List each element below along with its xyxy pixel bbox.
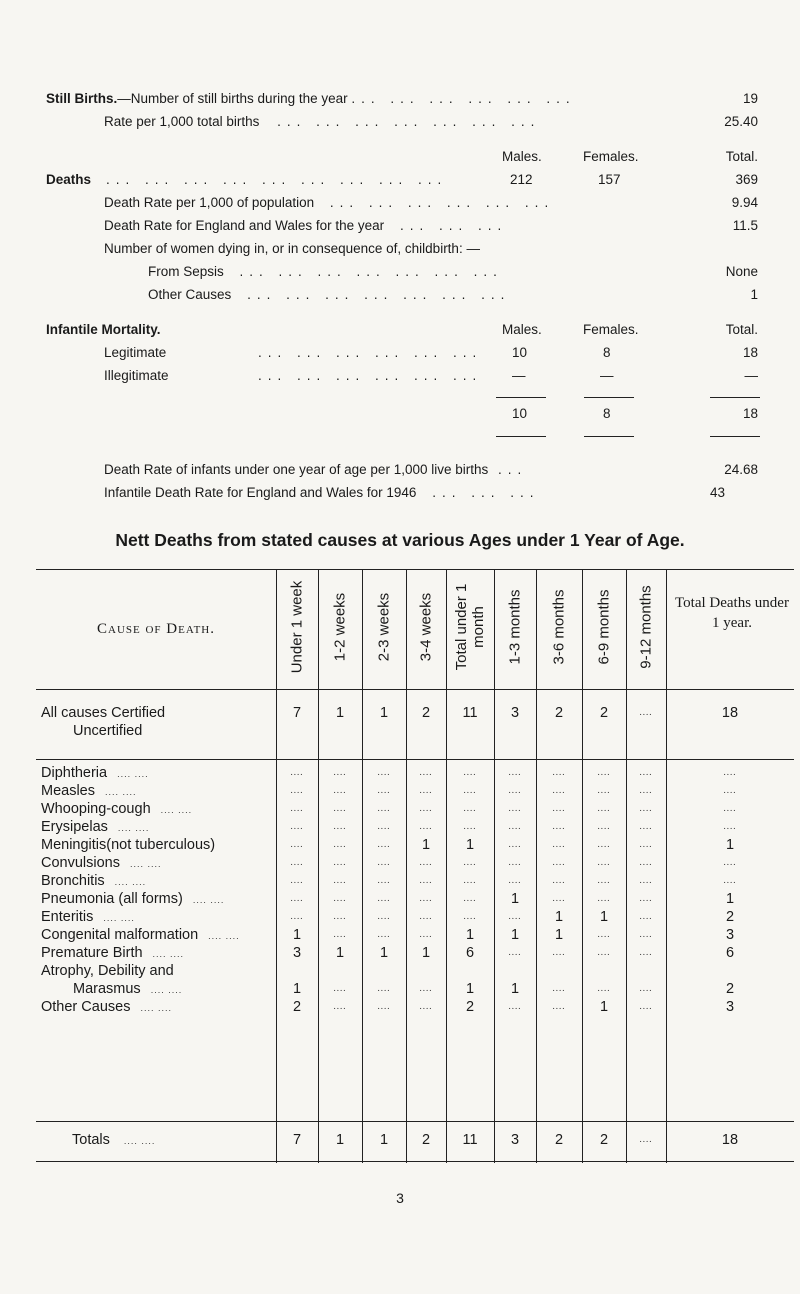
table-bottom-rule bbox=[36, 1161, 794, 1162]
certified-cell: .... bbox=[639, 707, 653, 717]
cause-cell: .... bbox=[508, 875, 522, 885]
column-header-label: 9-12 months bbox=[637, 585, 655, 669]
cause-label bbox=[41, 801, 192, 817]
cause-cell: .... bbox=[723, 875, 737, 885]
cause-cell: .... bbox=[463, 821, 477, 831]
cause-label bbox=[41, 891, 224, 907]
cause-cell: .... bbox=[290, 911, 304, 921]
cause-cell: .... bbox=[333, 803, 347, 813]
cause-cell: .... bbox=[377, 929, 391, 939]
uncertified-label: Uncertified bbox=[73, 723, 143, 739]
totals-label bbox=[72, 1132, 155, 1148]
cause-cell: .... bbox=[552, 857, 566, 867]
cause-cell: .... bbox=[290, 821, 304, 831]
cause-cell: .... bbox=[639, 983, 653, 993]
leader-dots: ... ... ... ... ... ... bbox=[258, 345, 483, 360]
deaths-col-total: Total. bbox=[725, 149, 758, 164]
certified-cell: 18 bbox=[721, 705, 739, 721]
cause-cell: .... bbox=[639, 929, 653, 939]
cause-cell: .... bbox=[463, 875, 477, 885]
cause-label bbox=[41, 855, 162, 871]
column-header-label: 3-4 weeks bbox=[417, 592, 435, 662]
cause-cell: 1 bbox=[465, 927, 475, 943]
column-header bbox=[536, 577, 582, 677]
cause-cell: .... bbox=[290, 875, 304, 885]
cause-cell: .... bbox=[508, 821, 522, 831]
cause-cell: 1 bbox=[554, 909, 564, 925]
cause-label-text: Pneumonia (all forms) bbox=[41, 891, 183, 907]
infantile-label: Infantile Mortality. bbox=[46, 322, 161, 337]
cause-cell: .... bbox=[723, 767, 737, 777]
cause-cell: .... bbox=[639, 857, 653, 867]
infantile-col-males: Males. bbox=[502, 322, 542, 337]
cause-cell: .... bbox=[377, 767, 391, 777]
still-births-label: Still Births. bbox=[46, 91, 118, 106]
cause-cell: .... bbox=[290, 785, 304, 795]
cause-cell: .... bbox=[333, 767, 347, 777]
infantile-sum-males: 10 bbox=[512, 406, 528, 421]
leader-dots: .... .... bbox=[208, 931, 240, 941]
cause-cell: .... bbox=[639, 947, 653, 957]
cause-cell: .... bbox=[639, 839, 653, 849]
cause-cell: .... bbox=[290, 857, 304, 867]
totals-cell: 2 bbox=[421, 1132, 431, 1148]
cause-cell: .... bbox=[552, 875, 566, 885]
other-causes-value: 1 bbox=[750, 287, 758, 302]
column-header-label: 6-9 months bbox=[595, 589, 613, 665]
certified-label-text: All causes Certified bbox=[41, 705, 166, 721]
other-causes-label: Other Causes bbox=[148, 287, 232, 302]
cause-label-text: Bronchitis bbox=[41, 873, 105, 889]
cause-cell: .... bbox=[419, 911, 433, 921]
cause-cell: .... bbox=[552, 983, 566, 993]
cause-cell: .... bbox=[508, 1001, 522, 1011]
cause-cell: 1 bbox=[465, 981, 475, 997]
cause-cell: .... bbox=[290, 839, 304, 849]
legitimate-males: 10 bbox=[512, 345, 528, 360]
cause-cell: 1 bbox=[292, 927, 302, 943]
cause-cell: .... bbox=[377, 839, 391, 849]
still-births-text: —Number of still births during the year bbox=[117, 91, 348, 106]
cause-cell: .... bbox=[552, 803, 566, 813]
sepsis-value: None bbox=[725, 264, 758, 279]
legitimate-total: 18 bbox=[742, 345, 758, 360]
cause-cell: .... bbox=[377, 821, 391, 831]
infantile-col-total: Total. bbox=[725, 322, 758, 337]
cause-cell: .... bbox=[290, 893, 304, 903]
cause-cell: .... bbox=[333, 785, 347, 795]
column-header-label: Under 1 week bbox=[288, 580, 306, 674]
ew-infant-rate: 43 bbox=[710, 485, 726, 500]
infant-death-rate: 24.68 bbox=[724, 462, 758, 477]
leader-dots: .... .... bbox=[114, 877, 147, 887]
cause-cell: .... bbox=[419, 875, 433, 885]
sum-rule bbox=[584, 436, 634, 437]
cause-label-text: Premature Birth bbox=[41, 945, 143, 961]
cause-label bbox=[41, 999, 172, 1015]
cause-cell: .... bbox=[508, 767, 522, 777]
illegitimate-total: — bbox=[744, 368, 758, 383]
column-header bbox=[362, 577, 406, 677]
cause-cell: .... bbox=[552, 821, 566, 831]
cause-cell: 1 bbox=[465, 837, 475, 853]
still-births-rate-label: Rate per 1,000 total births bbox=[104, 114, 260, 129]
cause-cell: .... bbox=[597, 929, 611, 939]
cause-cell: .... bbox=[419, 821, 433, 831]
leader-dots: .... .... bbox=[160, 805, 193, 815]
certified-cell: 2 bbox=[599, 705, 609, 721]
certified-cell: 1 bbox=[379, 705, 389, 721]
cause-label bbox=[41, 783, 137, 799]
cause-cell: .... bbox=[508, 839, 522, 849]
ew-infant-rate-label: Infantile Death Rate for England and Wales for 1946 bbox=[104, 485, 417, 500]
certified-cell: 3 bbox=[510, 705, 520, 721]
still-births-rate: 25.40 bbox=[724, 114, 758, 129]
mortality-table bbox=[36, 569, 794, 1163]
cause-cell: 1 bbox=[725, 891, 735, 907]
deaths-col-males: Males. bbox=[502, 149, 542, 164]
ew-death-rate: 11.5 bbox=[732, 218, 758, 233]
cause-label bbox=[73, 981, 182, 997]
cause-cell: .... bbox=[333, 929, 347, 939]
deaths-col-females: Females. bbox=[583, 149, 639, 164]
cause-cell: .... bbox=[552, 839, 566, 849]
cause-cell: .... bbox=[377, 893, 391, 903]
column-header-label: 1-3 months bbox=[506, 589, 524, 665]
infantile-sum-total: 18 bbox=[742, 406, 758, 421]
cause-cell: .... bbox=[552, 1001, 566, 1011]
column-header bbox=[494, 577, 536, 677]
cause-cell: .... bbox=[419, 893, 433, 903]
cause-cell: 1 bbox=[599, 999, 609, 1015]
leader-dots: .... .... bbox=[103, 913, 135, 923]
infantile-col-females: Females. bbox=[583, 322, 639, 337]
column-header bbox=[446, 577, 494, 677]
cause-cell: .... bbox=[463, 803, 477, 813]
totals-cell: 7 bbox=[292, 1132, 302, 1148]
column-header-label: 3-6 months bbox=[550, 589, 568, 665]
column-header-label: Total under 1 month bbox=[453, 583, 487, 671]
cause-cell: .... bbox=[333, 911, 347, 921]
leader-dots: ... ... ... ... ... ... bbox=[329, 195, 555, 210]
totals-cell: 2 bbox=[599, 1132, 609, 1148]
leader-dots: .... .... bbox=[192, 895, 225, 905]
cause-cell: 3 bbox=[292, 945, 302, 961]
table-header-rule bbox=[36, 689, 794, 690]
still-births-rate-line bbox=[104, 114, 540, 129]
leader-dots: ... ... ... ... ... ... ... ... ... bbox=[106, 172, 448, 187]
cause-label-text: Erysipelas bbox=[41, 819, 108, 835]
cause-cell: .... bbox=[333, 893, 347, 903]
certified-cell: 1 bbox=[335, 705, 345, 721]
cause-cell: .... bbox=[333, 857, 347, 867]
totals-cell: 18 bbox=[721, 1132, 739, 1148]
column-header bbox=[276, 577, 318, 677]
cause-cell: 1 bbox=[379, 945, 389, 961]
cause-cell: .... bbox=[419, 983, 433, 993]
cause-cell: .... bbox=[597, 785, 611, 795]
cause-cell: 1 bbox=[335, 945, 345, 961]
other-causes-line bbox=[148, 287, 510, 302]
cause-cell: .... bbox=[508, 857, 522, 867]
ew-infant-rate-line bbox=[104, 485, 539, 500]
certified-label bbox=[41, 705, 165, 721]
cause-cell: 1 bbox=[421, 837, 431, 853]
cause-label bbox=[41, 837, 215, 853]
column-header bbox=[626, 577, 666, 677]
cause-cell: .... bbox=[290, 803, 304, 813]
cause-cell: .... bbox=[463, 785, 477, 795]
cause-cell: 1 bbox=[421, 945, 431, 961]
cause-cell: 3 bbox=[725, 999, 735, 1015]
cause-cell: .... bbox=[463, 767, 477, 777]
cause-cell: .... bbox=[377, 803, 391, 813]
cause-cell: .... bbox=[377, 785, 391, 795]
sepsis-line bbox=[148, 264, 503, 279]
leader-dots: ... ... ... ... ... ... bbox=[351, 91, 576, 106]
cause-cell: .... bbox=[639, 785, 653, 795]
childbirth-label: Number of women dying in, or in consequence of, childbirth: — bbox=[104, 241, 480, 256]
cause-cell: .... bbox=[639, 1001, 653, 1011]
cause-cell: 2 bbox=[725, 909, 735, 925]
cause-cell: .... bbox=[639, 767, 653, 777]
cause-label bbox=[41, 765, 149, 781]
cause-cell: .... bbox=[508, 785, 522, 795]
cause-cell: 2 bbox=[292, 999, 302, 1015]
illegitimate-males: — bbox=[512, 368, 526, 383]
cause-cell: 2 bbox=[725, 981, 735, 997]
leader-dots: .... .... bbox=[140, 1003, 172, 1013]
cause-cell: .... bbox=[508, 911, 522, 921]
cause-cell: .... bbox=[552, 767, 566, 777]
cause-cell: .... bbox=[597, 821, 611, 831]
cause-cell: .... bbox=[377, 983, 391, 993]
table-totals-rule bbox=[36, 1121, 794, 1122]
total-header: Total Deaths under 1 year. bbox=[675, 595, 789, 631]
leader-dots: .... .... bbox=[117, 769, 149, 779]
sum-rule bbox=[710, 436, 760, 437]
deaths-males: 212 bbox=[510, 172, 533, 187]
cause-cell: .... bbox=[723, 785, 737, 795]
cause-cell: .... bbox=[639, 911, 653, 921]
still-births-line bbox=[46, 91, 576, 106]
totals-cell: 2 bbox=[554, 1132, 564, 1148]
cause-cell: .... bbox=[333, 1001, 347, 1011]
cause-cell: .... bbox=[597, 767, 611, 777]
column-header bbox=[406, 577, 446, 677]
cause-label bbox=[41, 945, 184, 961]
certified-cell: 2 bbox=[421, 705, 431, 721]
cause-cell: .... bbox=[419, 785, 433, 795]
cause-cell: .... bbox=[463, 857, 477, 867]
cause-label-text: Convulsions bbox=[41, 855, 120, 871]
cause-label bbox=[41, 909, 135, 925]
cause-cell: .... bbox=[639, 893, 653, 903]
still-births-number: 19 bbox=[742, 91, 758, 106]
cause-label-text: Atrophy, Debility and bbox=[41, 963, 174, 979]
cause-cell: .... bbox=[723, 857, 737, 867]
sepsis-label: From Sepsis bbox=[148, 264, 224, 279]
death-rate-line bbox=[104, 195, 554, 210]
cause-cell: .... bbox=[597, 803, 611, 813]
totals-cell: 3 bbox=[510, 1132, 520, 1148]
leader-dots: .... .... bbox=[123, 1136, 156, 1146]
cause-cell: .... bbox=[597, 839, 611, 849]
column-header-label: 1-2 weeks bbox=[331, 592, 349, 662]
cause-cell: .... bbox=[597, 857, 611, 867]
cause-cell: .... bbox=[419, 767, 433, 777]
cause-cell: .... bbox=[419, 1001, 433, 1011]
leader-dots: .... .... bbox=[150, 985, 183, 995]
cause-cell: 1 bbox=[510, 891, 520, 907]
leader-dots: ... ... ... ... ... ... ... bbox=[247, 287, 511, 302]
cause-cell: .... bbox=[463, 893, 477, 903]
sum-rule bbox=[584, 397, 634, 398]
totals-cell: 1 bbox=[379, 1132, 389, 1148]
leader-dots: .... .... bbox=[105, 787, 137, 797]
cause-cell: .... bbox=[508, 803, 522, 813]
infant-death-rate-line bbox=[104, 462, 527, 477]
totals-cell: .... bbox=[639, 1134, 653, 1144]
deaths-females: 157 bbox=[598, 172, 621, 187]
cause-cell: .... bbox=[552, 785, 566, 795]
cause-label-text: Enteritis bbox=[41, 909, 94, 925]
cause-cell: .... bbox=[377, 857, 391, 867]
cause-cell: .... bbox=[419, 803, 433, 813]
cause-cell: .... bbox=[333, 839, 347, 849]
sum-rule bbox=[496, 397, 546, 398]
cause-cell: 2 bbox=[465, 999, 475, 1015]
cause-cell: .... bbox=[508, 947, 522, 957]
cause-cell: 1 bbox=[510, 927, 520, 943]
cause-label bbox=[41, 963, 174, 979]
cause-label-text: Congenital malformation bbox=[41, 927, 199, 943]
cause-cell: .... bbox=[639, 803, 653, 813]
cause-cell: .... bbox=[639, 875, 653, 885]
cause-cell: .... bbox=[419, 929, 433, 939]
certified-cell: 7 bbox=[292, 705, 302, 721]
cause-cell: .... bbox=[552, 893, 566, 903]
cause-cell: .... bbox=[333, 875, 347, 885]
cause-cell: 1 bbox=[554, 927, 564, 943]
leader-dots: ... ... ... bbox=[399, 218, 508, 233]
leader-dots: ... ... ... ... ... ... bbox=[258, 368, 483, 383]
cause-cell: 6 bbox=[465, 945, 475, 961]
table-heading: Nett Deaths from stated causes at various Ages under 1 Year of Age. bbox=[115, 530, 685, 550]
death-rate-label: Death Rate per 1,000 of population bbox=[104, 195, 315, 210]
cause-label-text: Diphtheria bbox=[41, 765, 108, 781]
cause-cell: .... bbox=[597, 947, 611, 957]
column-header bbox=[582, 577, 626, 677]
cause-cell: .... bbox=[597, 983, 611, 993]
cause-cell: .... bbox=[377, 875, 391, 885]
illegitimate-females: — bbox=[600, 368, 614, 383]
death-rate: 9.94 bbox=[731, 195, 758, 210]
cause-cell: 1 bbox=[725, 837, 735, 853]
sum-rule bbox=[496, 436, 546, 437]
cause-cell: .... bbox=[377, 1001, 391, 1011]
cause-cell: .... bbox=[419, 857, 433, 867]
ew-death-rate-line bbox=[104, 218, 507, 233]
leader-dots: .... .... bbox=[130, 859, 162, 869]
cause-label bbox=[41, 927, 240, 943]
cause-label bbox=[41, 819, 149, 835]
page-number: 3 bbox=[396, 1190, 404, 1206]
col-divider bbox=[666, 569, 667, 1163]
cause-label-text: Marasmus bbox=[73, 981, 141, 997]
ew-death-rate-label: Death Rate for England and Wales for the year bbox=[104, 218, 385, 233]
sum-rule bbox=[710, 397, 760, 398]
leader-dots: .... .... bbox=[117, 823, 150, 833]
legitimate-females: 8 bbox=[603, 345, 611, 360]
cause-cell: .... bbox=[639, 821, 653, 831]
leader-dots: ... ... ... bbox=[432, 485, 540, 500]
leader-dots: ... ... ... ... ... ... ... bbox=[239, 264, 503, 279]
cause-label-text: Measles bbox=[41, 783, 95, 799]
cause-cell: 1 bbox=[510, 981, 520, 997]
cause-cell: .... bbox=[333, 821, 347, 831]
cause-header: Cause of Death. bbox=[97, 621, 215, 637]
cause-cell: 1 bbox=[292, 981, 302, 997]
table-top-rule bbox=[36, 569, 794, 570]
cause-cell: .... bbox=[552, 947, 566, 957]
cause-cell: .... bbox=[463, 911, 477, 921]
cause-label-text: Meningitis(not tuberculous) bbox=[41, 837, 216, 853]
cause-label bbox=[41, 873, 146, 889]
cause-cell: .... bbox=[597, 875, 611, 885]
cause-cell: .... bbox=[723, 803, 737, 813]
cause-cell: .... bbox=[333, 983, 347, 993]
column-header-label: 2-3 weeks bbox=[375, 592, 393, 662]
illegitimate-label: Illegitimate bbox=[104, 368, 169, 383]
totals-label-text: Totals bbox=[72, 1132, 110, 1148]
cause-cell: .... bbox=[290, 767, 304, 777]
legitimate-label: Legitimate bbox=[104, 345, 167, 360]
totals-cell: 11 bbox=[462, 1132, 478, 1148]
deaths-label: Deaths bbox=[46, 172, 92, 187]
cause-cell: 1 bbox=[599, 909, 609, 925]
column-header bbox=[318, 577, 362, 677]
cause-cell: 6 bbox=[725, 945, 735, 961]
deaths-total: 369 bbox=[735, 172, 758, 187]
infantile-sum-females: 8 bbox=[603, 406, 611, 421]
totals-cell: 1 bbox=[335, 1132, 345, 1148]
leader-dots: ... ... ... ... ... ... ... bbox=[277, 114, 541, 129]
cause-cell: .... bbox=[723, 821, 737, 831]
cause-label-text: Whooping-cough bbox=[41, 801, 151, 817]
cause-cell: 3 bbox=[725, 927, 735, 943]
cause-cell: .... bbox=[597, 893, 611, 903]
table-section-rule bbox=[36, 759, 794, 760]
infant-death-rate-label: Death Rate of infants under one year of age per 1,000 live births bbox=[104, 462, 489, 477]
certified-cell: 11 bbox=[462, 705, 478, 721]
leader-dots: ... bbox=[498, 462, 528, 477]
cause-label-text: Other Causes bbox=[41, 999, 131, 1015]
certified-cell: 2 bbox=[554, 705, 564, 721]
leader-dots: .... .... bbox=[152, 949, 185, 959]
cause-cell: .... bbox=[377, 911, 391, 921]
